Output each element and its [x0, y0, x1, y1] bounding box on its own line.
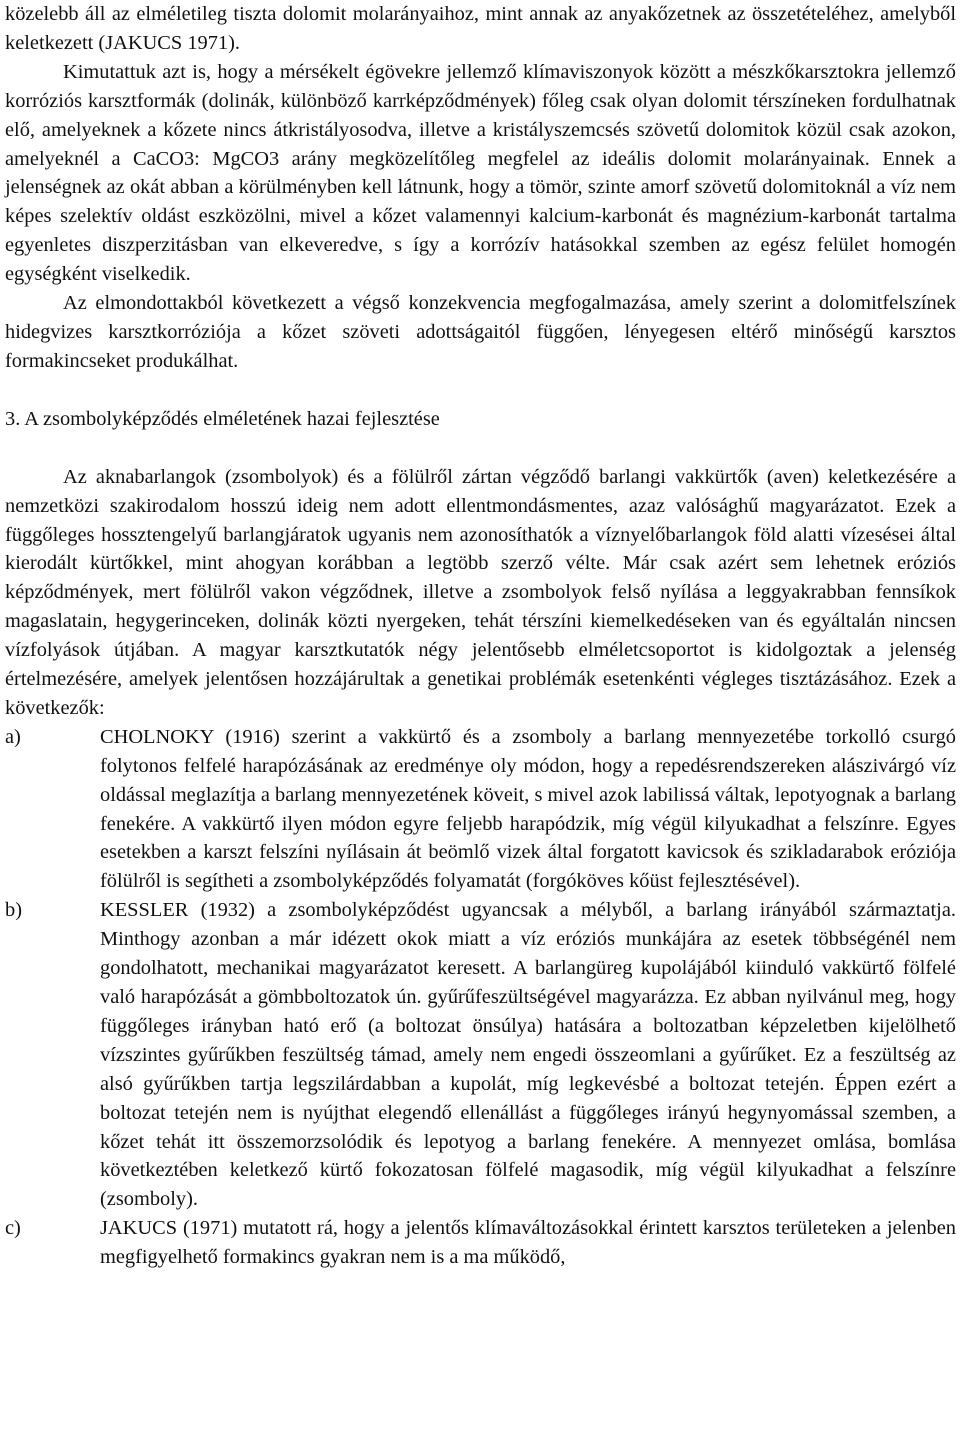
- section-heading: 3. A zsombolyképződés elméletének hazai fejlesztése: [5, 407, 440, 430]
- paragraph-aknabarlangok: Az aknabarlangok (zsombolyok) és a fölülről zártan végződő barlangi vakkürtők (aven) keletkezésére a nemzetközi szakirodalom hosszú ideig nem adott ellentmondásmentes, azaz valósághű magyarázatot. Ezek a függőleges hossztengelyű barlangjáratok ugyanis nem azonosíthatók a víznyelőbarlangok föld alatti vízesései által kierodált kürtőkkel, mint ahogyan korábban a legtöbb szerző vélte. Már csak azért sem lehetnek eróziós képződmények, mert fölülről vakon végződnek, illetve a zsombolyok felső nyílása a leggyakrabban fennsíkok magaslatain, hegygerinceken, dolinák közti nyergeken, tehát térszíni kiemelkedéseken van és egyáltalán nincsen vízfolyások útjában. A magyar karsztkutatók négy jelentősebb elméletcsoportot is kidolgoztak a jelenség értelmezésére, amelyek jelentősen hozzájárultak a genetikai problémák esetenkénti végleges tisztázásához. Ezek a következők:: [5, 465, 956, 719]
- paragraph-dolomit-korrozio: Kimutattuk azt is, hogy a mérsékelt égövekre jellemző klímaviszonyok között a mészkőkarsztokra jellemző korróziós karsztformák (dolinák, különböző karrképződmények) főleg csak olyan dolomit térszíneken fordulhatnak elő, amelyeknek a kőzete nincs átkristályosodva, illetve a kristályszemcsés szövetű dolomitok közül csak azokon, amelyeknél a CaCO3: MgCO3 arány megközelítőleg megfelel az ideális dolomit molarányainak. Ennek a jelenségnek az okát abban a körülményben kell látnunk, hogy a tömör, szinte amorf szövetű dolomitoknál a víz nem képes szelektív oldást eszközölni, mivel a kőzet valamennyi kalcium-karbonát és magnézium-karbonát tartalma egyenletes diszperzitásban van elkeveredve, s így a korrózív hatásokkal szemben az egész felület homogén egységként viselkedik.: [5, 60, 956, 286]
- list-item-text: KESSLER (1932) a zsombolyképződést ugyancsak a mélyből, a barlang irányából származtatja. Minthogy azonban a már idézett okok miatt a víz eróziós munkájára az esetek többségénél nem gondolhatott, mechanikai magyarázatot keresett. A barlangüreg kupolájából kiinduló vakkürtő fölfelé való harapózását a gömbboltozatok ún. gyűrűfeszültségével magyarázza. Ez abban nyilvánul meg, hogy függőleges irányban ható erő (a boltozat önsúlya) hatására a boltozatban képzeletben kijelölhető vízszintes gyűrűkben feszültség támad, amely nem engedi összeomlani a gyűrűket. Ez a feszültség az alsó gyűrűkben tartja legszilárdabban a kupolát, míg legkevésbé a boltozat tetején. Éppen ezért a boltozat tetején nem is nyújthat elegendő ellenállást a függőleges irányú hegynyomással szemben, a kőzet tehát itt összemorzsolódik és lepotyog a barlang fenekére. A mennyezet omlása, bomlása következtében keletkező kürtő fokozatosan fölfelé magasodik, míg végül kilyukadhat a felszínre (zsomboly).: [100, 899, 956, 1211]
- list-item: [5, 896, 956, 1214]
- list-item-label: a): [5, 725, 21, 748]
- list-item: [5, 1214, 956, 1272]
- list-item-text: CHOLNOKY (1916) szerint a vakkürtő és a zsomboly a barlang mennyezetébe torkolló csurgó folytonos felfelé harapózásának az eredménye oly módon, hogy a repedésrendszereken alászivárgó víz oldással meglazítja a barlang mennyezetének köveit, s mivel azok labilissá váltak, lepotyognak a barlang fenekére. A vakkürtő ilyen módon egyre feljebb harapódzik, míg végül kilyukadhat a felszínre. Egyes esetekben a karszt felszíni nyílásain át beömlő vizek által forgatott kavicsok és szikladarabok eróziója fölülről is segítheti a zsombolyképződés folyamatát (forgóköves kőüst fejlesztésével).: [100, 725, 956, 893]
- list-item-text: JAKUCS (1971) mutatott rá, hogy a jelentős klímaváltozásokkal érintett karsztos területeken a jelenben megfigyelhető formakincs gyakran nem is a ma működő,: [100, 1217, 956, 1269]
- paragraph-continuation: közelebb áll az elméletileg tiszta dolomit molarányaihoz, mint annak az anyakőzetnek az összetételéhez, amelyből keletkezett (JAKUCS 1971).: [5, 3, 956, 54]
- list-item-label: b): [5, 899, 22, 922]
- list-item-label: c): [5, 1217, 21, 1240]
- paragraph-konzekvencia: Az elmondottakból következett a végső konzekvencia megfogalmazása, amely szerint a dolomitfelszínek hidegvizes karsztkorróziója a kőzet szöveti adottságaitól függően, lényegesen eltérő minőségű karsztos formakincseket produkálhat.: [5, 292, 956, 372]
- list-item: [5, 723, 956, 896]
